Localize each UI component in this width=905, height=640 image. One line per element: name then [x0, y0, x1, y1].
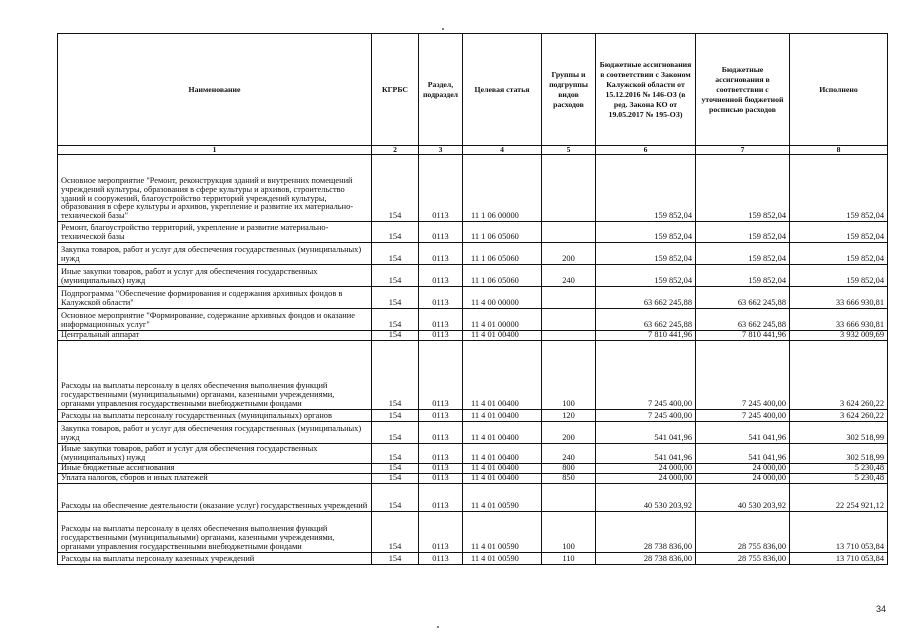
row-section: 0113 — [419, 222, 463, 243]
row-group: 100 — [542, 340, 596, 409]
column-number: 2 — [372, 146, 419, 155]
row-target: 11 4 01 00400 — [463, 409, 542, 421]
header-section: Раздел, подраздел — [419, 34, 463, 146]
row-approved: 159 852,04 — [596, 243, 696, 265]
row-name: Ремонт, благоустройство территорий, укрепление и развитие материально-технической базы — [58, 222, 372, 243]
row-section: 0113 — [419, 155, 463, 222]
row-approved: 541 041,96 — [596, 443, 696, 463]
row-kgrbs: 154 — [372, 443, 419, 463]
table-row — [58, 287, 888, 309]
row-target: 11 4 01 00000 — [463, 309, 542, 331]
row-refined: 159 852,04 — [696, 155, 790, 222]
row-name: Расходы на обеспечение деятельности (оказание услуг) государственных учреждений — [58, 483, 372, 511]
row-section: 0113 — [419, 340, 463, 409]
table-row — [58, 409, 888, 421]
row-approved: 28 738 836,00 — [596, 552, 696, 564]
row-group — [542, 483, 596, 511]
row-name: Расходы на выплаты персоналу в целях обеспечения выполнения функций государственными (муниципальными) органами, казенными учреждениями, органами управления государственными внебюджетными фондами — [58, 340, 372, 409]
row-refined: 159 852,04 — [696, 243, 790, 265]
row-section: 0113 — [419, 265, 463, 287]
row-target: 11 1 06 05060 — [463, 222, 542, 243]
row-group: 200 — [542, 243, 596, 265]
row-executed: 13 710 053,84 — [790, 552, 888, 564]
row-refined: 541 041,96 — [696, 421, 790, 443]
row-group — [542, 331, 596, 341]
table-row — [58, 552, 888, 564]
row-group: 200 — [542, 421, 596, 443]
table-row — [58, 443, 888, 463]
row-executed: 302 518,99 — [790, 443, 888, 463]
row-name: Иные закупки товаров, работ и услуг для обеспечения государственных (муниципальных) нужд — [58, 443, 372, 463]
row-name: Основное мероприятие "Формирование, содержание архивных фондов и оказание информационных услуг" — [58, 309, 372, 331]
row-executed: 13 710 053,84 — [790, 511, 888, 552]
row-kgrbs: 154 — [372, 265, 419, 287]
row-approved: 63 662 245,88 — [596, 309, 696, 331]
row-group: 120 — [542, 409, 596, 421]
row-section: 0113 — [419, 463, 463, 473]
row-kgrbs: 154 — [372, 463, 419, 473]
table-row — [58, 155, 888, 222]
column-number: 5 — [542, 146, 596, 155]
row-executed: 5 230,48 — [790, 473, 888, 483]
row-target: 11 4 01 00590 — [463, 511, 542, 552]
column-number: 8 — [790, 146, 888, 155]
row-name: Основное мероприятие "Ремонт, реконструкция зданий и внутренних помещений учреждений культуры, образования в сфере культуры и архивов, строительство зданий и сооружений, благоустройство территорий учреждений культуры, образования в сфере культуры и архивов, укрепление и развитие их материально-технической базы" — [58, 155, 372, 222]
column-number: 1 — [58, 146, 372, 155]
row-approved: 40 530 203,92 — [596, 483, 696, 511]
row-group: 800 — [542, 463, 596, 473]
row-kgrbs: 154 — [372, 421, 419, 443]
row-section: 0113 — [419, 552, 463, 564]
row-approved: 7 810 441,96 — [596, 331, 696, 341]
row-target: 11 4 01 00590 — [463, 552, 542, 564]
row-refined: 40 530 203,92 — [696, 483, 790, 511]
header-kgrbs: КГРБС — [372, 34, 419, 146]
row-section: 0113 — [419, 483, 463, 511]
table-body — [58, 155, 888, 565]
row-group: 240 — [542, 265, 596, 287]
row-approved: 24 000,00 — [596, 473, 696, 483]
header-approved: Бюджетные ассигнования в соответствии с Законом Калужской области от 15.12.2016 № 146-ОЗ (в ред. Закона КО от 19.05.2017 № 195-ОЗ) — [596, 34, 696, 146]
row-approved: 159 852,04 — [596, 222, 696, 243]
row-approved: 159 852,04 — [596, 155, 696, 222]
table-row — [58, 511, 888, 552]
row-executed: 3 932 009,69 — [790, 331, 888, 341]
row-kgrbs: 154 — [372, 222, 419, 243]
table-row — [58, 421, 888, 443]
row-approved: 541 041,96 — [596, 421, 696, 443]
row-refined: 159 852,04 — [696, 265, 790, 287]
row-name: Иные бюджетные ассигнования — [58, 463, 372, 473]
row-target: 11 4 01 00400 — [463, 331, 542, 341]
row-group: 100 — [542, 511, 596, 552]
table-row — [58, 340, 888, 409]
row-section: 0113 — [419, 309, 463, 331]
column-number: 4 — [463, 146, 542, 155]
table-row — [58, 463, 888, 473]
row-executed: 5 230,48 — [790, 463, 888, 473]
column-number-row — [58, 146, 888, 155]
table-row — [58, 222, 888, 243]
budget-execution-table — [57, 33, 888, 565]
row-name: Расходы на выплаты персоналу казенных учреждений — [58, 552, 372, 564]
row-refined: 7 245 400,00 — [696, 340, 790, 409]
row-target: 11 4 01 00400 — [463, 463, 542, 473]
row-kgrbs: 154 — [372, 511, 419, 552]
column-number: 3 — [419, 146, 463, 155]
row-executed: 3 624 260,22 — [790, 409, 888, 421]
row-refined: 63 662 245,88 — [696, 287, 790, 309]
row-approved: 7 245 400,00 — [596, 409, 696, 421]
scan-speck — [437, 626, 439, 628]
table-header-row — [58, 34, 888, 146]
row-refined: 28 755 836,00 — [696, 552, 790, 564]
row-approved: 63 662 245,88 — [596, 287, 696, 309]
row-group — [542, 155, 596, 222]
row-refined: 541 041,96 — [696, 443, 790, 463]
row-approved: 24 000,00 — [596, 463, 696, 473]
budget-table-sheet — [57, 33, 887, 565]
row-kgrbs: 154 — [372, 287, 419, 309]
row-name: Расходы на выплаты персоналу государственных (муниципальных) органов — [58, 409, 372, 421]
row-kgrbs: 154 — [372, 552, 419, 564]
column-number: 6 — [596, 146, 696, 155]
row-section: 0113 — [419, 243, 463, 265]
row-refined: 7 810 441,96 — [696, 331, 790, 341]
row-refined: 159 852,04 — [696, 222, 790, 243]
row-name: Подпрограмма "Обеспечение формирования и содержания архивных фондов в Калужской области" — [58, 287, 372, 309]
row-target: 11 4 01 00400 — [463, 340, 542, 409]
table-row — [58, 265, 888, 287]
row-kgrbs: 154 — [372, 340, 419, 409]
row-group: 110 — [542, 552, 596, 564]
row-section: 0113 — [419, 443, 463, 463]
row-group: 240 — [542, 443, 596, 463]
header-groups: Группы и подгруппы видов расходов — [542, 34, 596, 146]
header-refined: Бюджетные ассигнования в соответствии с уточненной бюджетной росписью расходов — [696, 34, 790, 146]
row-executed: 159 852,04 — [790, 243, 888, 265]
row-group: 850 — [542, 473, 596, 483]
row-target: 11 4 01 00590 — [463, 483, 542, 511]
row-target: 11 4 01 00400 — [463, 473, 542, 483]
row-group — [542, 309, 596, 331]
row-executed: 159 852,04 — [790, 155, 888, 222]
table-row — [58, 331, 888, 341]
row-name: Иные закупки товаров, работ и услуг для обеспечения государственных (муниципальных) нужд — [58, 265, 372, 287]
table-row — [58, 243, 888, 265]
row-executed: 3 624 260,22 — [790, 340, 888, 409]
row-executed: 22 254 921,12 — [790, 483, 888, 511]
header-executed: Исполнено — [790, 34, 888, 146]
row-kgrbs: 154 — [372, 473, 419, 483]
row-kgrbs: 154 — [372, 155, 419, 222]
row-target: 11 4 00 00000 — [463, 287, 542, 309]
row-name: Уплата налогов, сборов и иных платежей — [58, 473, 372, 483]
table-row — [58, 483, 888, 511]
row-approved: 28 738 836,00 — [596, 511, 696, 552]
table-row — [58, 473, 888, 483]
row-target: 11 4 01 00400 — [463, 421, 542, 443]
row-kgrbs: 154 — [372, 483, 419, 511]
row-group — [542, 287, 596, 309]
row-section: 0113 — [419, 511, 463, 552]
row-name: Закупка товаров, работ и услуг для обеспечения государственных (муниципальных) нужд — [58, 421, 372, 443]
row-target: 11 1 06 00000 — [463, 155, 542, 222]
scan-speck — [442, 28, 444, 30]
row-refined: 28 755 836,00 — [696, 511, 790, 552]
row-group — [542, 222, 596, 243]
header-name: Наименование — [58, 34, 372, 146]
header-target: Целевая статья — [463, 34, 542, 146]
row-executed: 159 852,04 — [790, 222, 888, 243]
row-kgrbs: 154 — [372, 409, 419, 421]
row-name: Центральный аппарат — [58, 331, 372, 341]
row-section: 0113 — [419, 331, 463, 341]
row-kgrbs: 154 — [372, 331, 419, 341]
row-name: Закупка товаров, работ и услуг для обеспечения государственных (муниципальных) нужд — [58, 243, 372, 265]
row-approved: 7 245 400,00 — [596, 340, 696, 409]
row-target: 11 1 06 05060 — [463, 265, 542, 287]
row-executed: 33 666 930,81 — [790, 309, 888, 331]
row-section: 0113 — [419, 287, 463, 309]
row-name: Расходы на выплаты персоналу в целях обеспечения выполнения функций государственными (муниципальными) органами, казенными учреждениями, органами управления государственными внебюджетными фондами — [58, 511, 372, 552]
row-refined: 63 662 245,88 — [696, 309, 790, 331]
row-section: 0113 — [419, 409, 463, 421]
row-refined: 24 000,00 — [696, 463, 790, 473]
row-target: 11 4 01 00400 — [463, 443, 542, 463]
row-refined: 24 000,00 — [696, 473, 790, 483]
row-approved: 159 852,04 — [596, 265, 696, 287]
row-target: 11 1 06 05060 — [463, 243, 542, 265]
column-number: 7 — [696, 146, 790, 155]
row-executed: 302 518,99 — [790, 421, 888, 443]
row-refined: 7 245 400,00 — [696, 409, 790, 421]
row-section: 0113 — [419, 473, 463, 483]
row-kgrbs: 154 — [372, 243, 419, 265]
row-section: 0113 — [419, 421, 463, 443]
row-executed: 33 666 930,81 — [790, 287, 888, 309]
table-row — [58, 309, 888, 331]
page-number: 34 — [876, 604, 887, 614]
row-kgrbs: 154 — [372, 309, 419, 331]
row-executed: 159 852,04 — [790, 265, 888, 287]
